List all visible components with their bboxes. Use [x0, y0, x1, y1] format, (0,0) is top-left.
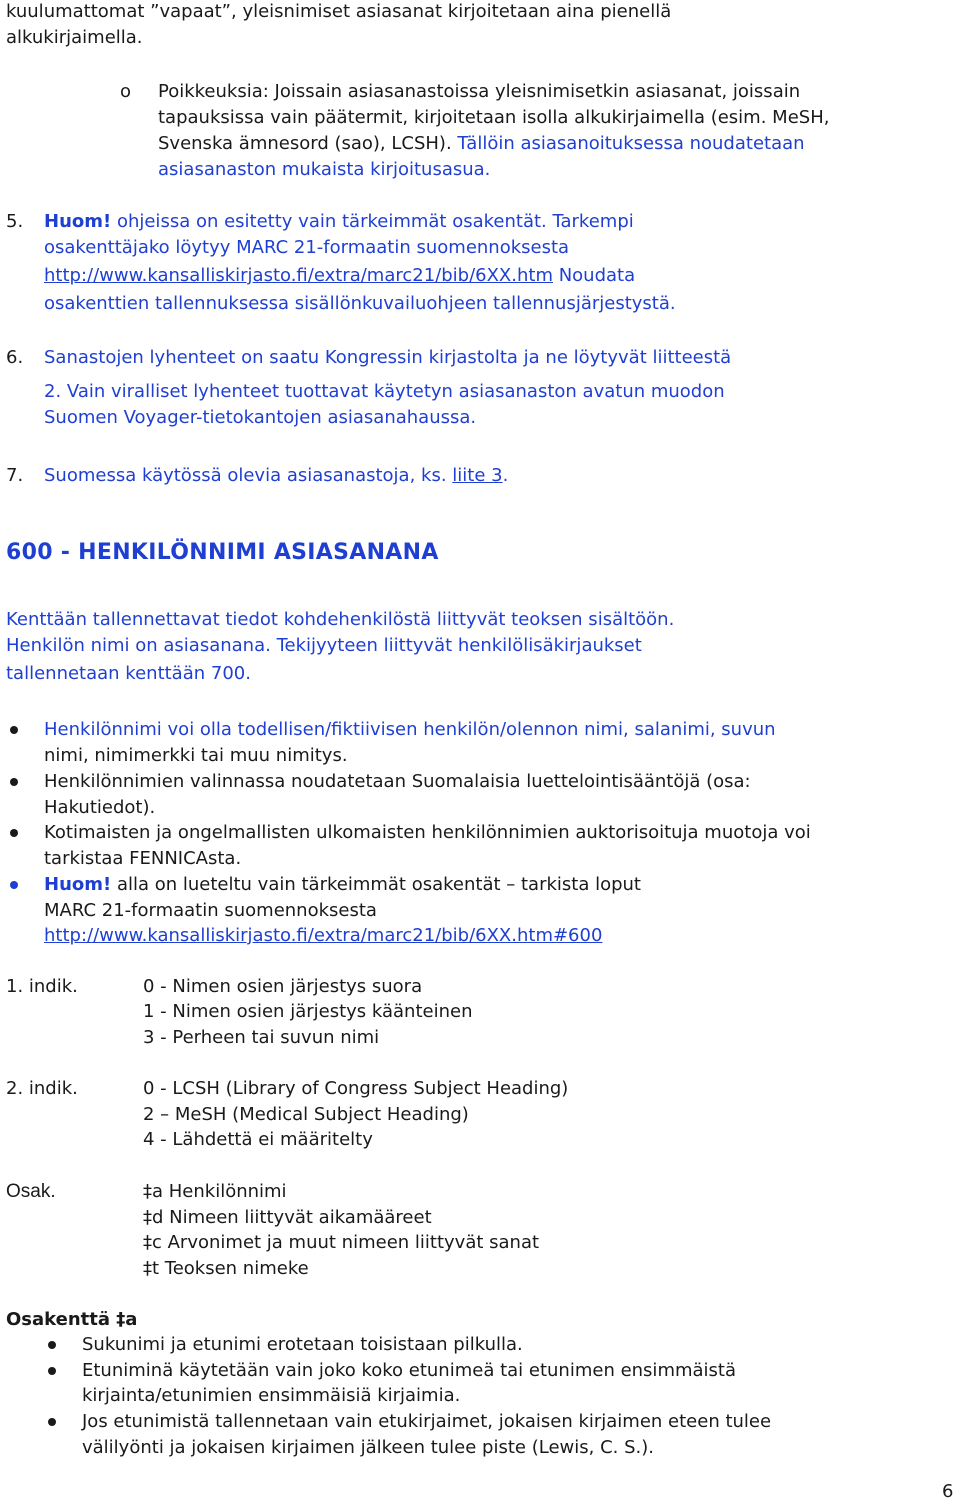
item7-line: [44, 464, 508, 488]
item5-text: Noudata: [552, 265, 636, 286]
subfield-label: Osak.: [6, 1181, 56, 1202]
bullet-line: tarkistaa FENNICAsta.: [44, 848, 242, 869]
bullet-icon: [10, 829, 18, 837]
bullet-line: Henkilönnimien valinnassa noudatetaan Suomalaisia luettelointisääntöjä (osa:: [44, 771, 751, 792]
sub-bullet-marker: o: [120, 81, 132, 102]
bullet-line: kirjainta/etunimien ensimmäisiä kirjaimia.: [82, 1385, 461, 1406]
indicator-value: 3 - Perheen tai suvun nimi: [143, 1027, 380, 1048]
item6-line: [44, 380, 725, 404]
sub-bullet-text: Svenska ämnesord (sao), LCSH).: [158, 133, 458, 154]
sub-bullet-text-blue: Tällöin asiasanoituksessa noudatetaan: [457, 133, 805, 154]
item5-line: osakenttien tallennuksessa sisällönkuvailuohjeen tallennusjärjestystä.: [44, 293, 676, 314]
section-paragraph: Kenttään tallennettavat tiedot kohdehenkilöstä liittyvät teoksen sisältöön.: [6, 609, 675, 630]
section-heading: 600 - HENKILÖNNIMI ASIASANANA: [6, 540, 439, 565]
bullet-line: [44, 873, 641, 897]
item7-end: .: [502, 465, 509, 486]
bullet-line: [44, 924, 602, 948]
marc21-600-link[interactable]: http://www.kansalliskirjasto.fi/extra/marc21/bib/6XX.htm#600: [44, 925, 603, 946]
indicator-value: 0 - LCSH (Library of Congress Subject Heading): [143, 1078, 569, 1099]
item7-text: Suomessa käytössä olevia asiasanastoja, ks.: [44, 465, 453, 486]
bullet-icon: [48, 1418, 56, 1426]
subfield-value: ‡t Teoksen nimeke: [143, 1258, 309, 1279]
bullet-line: Jos etunimistä tallennetaan vain etukirjaimet, jokaisen kirjaimen eteen tulee: [82, 1411, 772, 1432]
indicator-label: 1. indik.: [6, 976, 78, 997]
item-number: 5.: [6, 211, 24, 232]
bullet-icon: [48, 1367, 56, 1375]
item5-line: [44, 264, 635, 288]
bullet-icon: [10, 726, 18, 734]
item5-text: Tarkempi: [552, 211, 634, 232]
bullet-line: MARC 21-formaatin suomennoksesta: [44, 900, 377, 921]
page-number: 6: [942, 1481, 954, 1502]
item5-line: [44, 210, 634, 234]
bullet-line: Hakutiedot).: [44, 797, 156, 818]
bullet-line: Etuniminä käytetään vain joko koko etunimeä tai etunimen ensimmäistä: [82, 1360, 737, 1381]
indicator-value: 0 - Nimen osien järjestys suora: [143, 976, 423, 997]
sub-bullet-line: Poikkeuksia: Joissain asiasanastoissa yleisnimisetkin asiasanat, joissain: [158, 81, 801, 102]
huom-label: Huom!: [44, 874, 112, 895]
indicator-value: 4 - Lähdettä ei määritelty: [143, 1129, 373, 1150]
indicator-value: 1 - Nimen osien järjestys käänteinen: [143, 1001, 473, 1022]
item6-line: Sanastojen lyhenteet on saatu Kongressin kirjastolta ja ne löytyvät liitteestä: [44, 347, 732, 368]
bullet-line: Henkilönnimi voi olla todellisen/fiktiivisen henkilön/olennon nimi, salanimi, suvun: [44, 719, 776, 740]
item6-text: Vain viralliset lyhenteet tuottavat käytetyn asiasanaston avatun muodon: [66, 381, 725, 402]
item6-line: Suomen Voyager-tietokantojen asiasanahaussa.: [44, 407, 477, 428]
paragraph-line: alkukirjaimella.: [6, 27, 143, 48]
section-paragraph: tallennetaan kenttään 700.: [6, 663, 251, 684]
section-paragraph: [6, 634, 642, 658]
marc21-link[interactable]: http://www.kansalliskirjasto.fi/extra/marc21/bib/6XX.htm: [44, 265, 553, 286]
sub-bullet-line: [158, 132, 805, 156]
item5-line: osakenttäjako löytyy MARC 21-formaatin suomennoksesta: [44, 237, 570, 258]
section-text: Tekijyyteen liittyvät henkilölisäkirjaukset: [276, 635, 642, 656]
item-number: 6.: [6, 347, 24, 368]
liite3-link[interactable]: liite 3: [452, 465, 503, 486]
subfield-heading: Osakenttä ‡a: [6, 1309, 138, 1330]
bullet-icon: [10, 881, 18, 889]
bullet-icon: [48, 1341, 56, 1349]
subfield-value: ‡d Nimeen liittyvät aikamääreet: [143, 1207, 432, 1228]
bullet-icon: [10, 778, 18, 786]
item6-text: 2.: [44, 381, 67, 402]
bullet-text: alla on lueteltu vain tärkeimmät osakentät – tarkista loput: [111, 874, 641, 895]
subfield-value: ‡c Arvonimet ja muut nimeen liittyvät sanat: [143, 1232, 540, 1253]
item5-text: ohjeissa on esitetty vain tärkeimmät osakentät.: [111, 211, 553, 232]
bullet-line: välilyönti ja jokaisen kirjaimen jälkeen tulee piste (Lewis, C. S.).: [82, 1437, 654, 1458]
bullet-line: Sukunimi ja etunimi erotetaan toisistaan pilkulla.: [82, 1334, 523, 1355]
paragraph-line: kuulumattomat ”vapaat”, yleisnimiset asiasanat kirjoitetaan aina pienellä: [6, 1, 672, 22]
sub-bullet-line: tapauksissa vain päätermit, kirjoitetaan isolla alkukirjaimella (esim. MeSH,: [158, 107, 830, 128]
sub-bullet-line: asiasanaston mukaista kirjoitusasua.: [158, 159, 491, 180]
indicator-value: 2 – MeSH (Medical Subject Heading): [143, 1104, 469, 1125]
bullet-line: nimi, nimimerkki tai muu nimitys.: [44, 745, 348, 766]
item-number: 7.: [6, 465, 24, 486]
subfield-value: ‡a Henkilönnimi: [143, 1181, 287, 1202]
section-text: Henkilön nimi on asiasanana.: [6, 635, 277, 656]
indicator-label: 2. indik.: [6, 1078, 78, 1099]
huom-label: Huom!: [44, 211, 112, 232]
bullet-line: Kotimaisten ja ongelmallisten ulkomaisten henkilönnimien auktorisoituja muotoja voi: [44, 822, 811, 843]
